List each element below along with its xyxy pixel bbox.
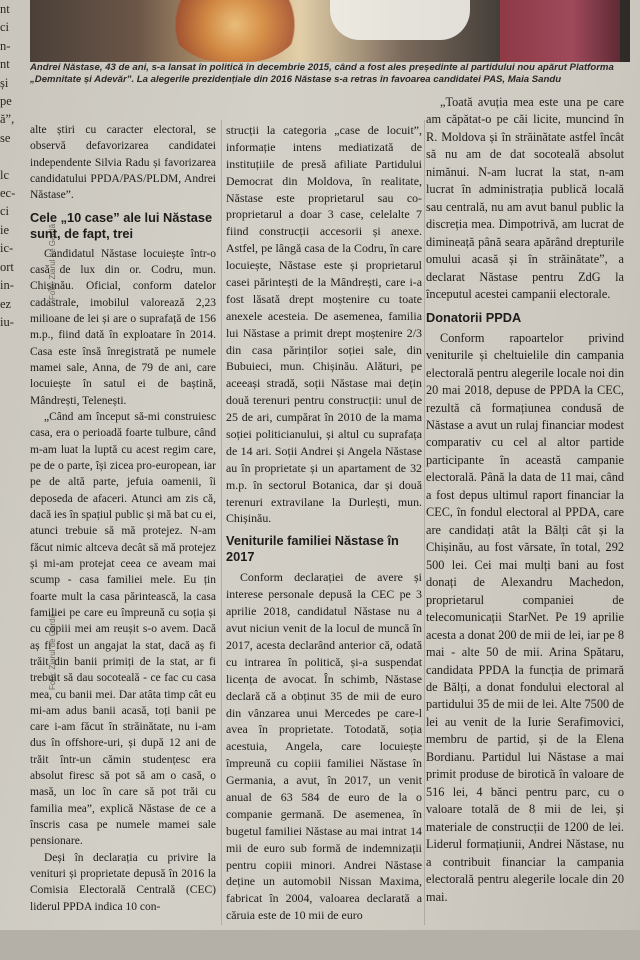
section-heading-donors: Donatorii PPDA	[426, 309, 522, 325]
article-column-2	[226, 122, 422, 924]
previous-column-fragment	[0, 0, 22, 329]
fragment-text: iu-	[0, 314, 14, 329]
fragment-text	[0, 147, 22, 165]
paragraph: Candidatul Năstase locuiește într-o casă de lux din or. Codru, mun. Chișinău. Oficial, conform datelor cadastrale, imobilul valorează 2,23 milioane de lei și are o suprafață de 156 m.p., fiind dată în exploatare în 2014. Casa este însă înregistrată pe numele mamei sale, Anna, de 79 de ani, care locuiește în satul ei de baștină, Mândrești, Telenești.	[30, 247, 216, 407]
fragment-text: pe	[0, 94, 12, 109]
photo-credit: Foto: Ziarul de Gardă	[48, 613, 57, 690]
fragment-text: nt	[0, 2, 10, 16]
column-intro: strucții la categoria „case de locuit”, informație intens mediatizată de instituțiile de presă afiliate Partidului Democrat din Moldova, în realitate, Năstase este proprietarul sau co-proprietarul a doar 3 case, celelalte 7 fiind construcții accesorii și anexe. Astfel, pe lângă casa de la Codru, în care locuiește, Năstase este și proprietarul casei părintești de la Mândrești, care i-a fost lăsată drept moștenire cu toate anexele acesteia. De asemenea, familia lui Năstase a primit drept moștenire 2/3 din casa părinților soției sale, din Bubuieci, mun. Chișinău. Alături, pe aceeași stradă, soții Năstase mai dețin două terenuri pentru construcții: unul de 25 de ari, cumpărat în 2010 de la mama soției politicianului, și altul cu suprafața de 14 ari. Soții Andrei și Angela Năstase au în proprietate și un apartament de 32 m.p. în sectorul Botanica, dar și două terenuri extravilane la Durlești, mun. Chișinău.	[226, 123, 422, 526]
column-intro: „Toată avuția mea este una pe care am căpătat-o pe căi licite, muncind în R. Moldova și în străinătate astfel încât să nu am de dat socoteală absolut nimănui. N-am lucrat la stat, n-am lucrat în administrația publică locală sau centrală, nu am avut banul public la discreția mea. Dimpotrivă, am lucrat de dimineață până seara apărând drepturile omului acasă și în străinătate”, a declarat Năstase pentru ZdG la începutul acestei campanii electorale.	[426, 95, 624, 302]
article-photo	[30, 0, 630, 62]
column-intro: alte știri cu caracter electoral, se observă defavorizarea candidatei independente Silvia Radu și favorizarea candidatului PPDA/PAS/PLDM, Andrei Năstase”.	[30, 124, 216, 202]
fragment-text: ci	[0, 204, 10, 219]
fragment-text: ec-	[0, 186, 16, 201]
photo-credit: Foto: Ziarul de Gardă	[48, 223, 57, 300]
article-column-1	[30, 122, 216, 915]
fragment-text: ic-	[0, 241, 14, 256]
fragment-text: in-	[0, 278, 14, 293]
fragment-text: ci	[0, 20, 10, 35]
paragraph: Conform rapoartelor privind veniturile și cheltuielile din campania electorală pentru alegerile locale noi din 20 mai 2018, depuse de PPDA la CEC, rezultă că formațiunea condusă de Năstase a avut un rulaj financiar modest comparativ cu cel al altor partide participante în această campanie electorală. Până la data de 11 mai, când a fost depus ultimul raport financiar la CEC, în fondul electoral al PPDA, care are candidați atât la Bălți cât și la Chișinău, au fost vărsate, în total, 292 500 lei. Cei mai mulți bani au fost donați de Alexandru Machedon, proprietarul companiei de telecomunicații StarNet. Pe 19 aprilie acesta a donat 200 de mii de lei, iar pe 8 mai - alte 50 de mii. Arina Spătaru, candidata PPDA la funcția de primară de Bălți, a donat fondului electoral al partidului 35 de mii de lei. Alte 7500 de lei au venit de la Iurie Serafimovici, membru de partid, și de la Elena Bordianu. Partidul lui Năstase a mai primit produse de birotică în valoare de 516 lei, 4 bănci pentru parc, cu o valoare totală de 8 mii de lei, și materiale de construcții de 1200 de lei. Liderul formațiunii, Andrei Năstase, nu a contribuit financiar la campania electorală pentru alegerile locale din 20 mai.	[426, 330, 624, 904]
fragment-text: se	[0, 130, 11, 145]
photo-caption: Andrei Năstase, 43 de ani, s-a lansat în politică în decembrie 2015, când a fost ales președinte al partidului nou apărut Platforma „Demnitate și Adevăr”. La alegerile prezidențiale din 2016 Năstase s-a retras în favoarea candidatei PAS, Maia Sandu	[30, 62, 614, 85]
fragment-text: și	[0, 75, 9, 90]
paragraph: Deși în declarația cu privire la venituri și proprietate depusă în 2016 la Comisia Electorală Centrală (CEC) liderul PPDA indica 10 con-	[30, 851, 216, 913]
article-column-3	[426, 94, 624, 906]
paragraph: Conform declarației de avere și interese personale depusă la CEC pe 3 aprilie 2018, candidatul Năstase nu a avut niciun venit de la locul de muncă în 2017, acesta declarând anterior că, odată cu intrarea în politică, și-a suspendat licența de avocat. În schimb, Năstase declară că a obținut 35 de mii de euro din vânzarea unui Mercedes pe care-l avea în proprietate. Totodată, soția acestuia, Angela, care locuiește împreună cu copiii familiei Năstase în Germania, a avut, în 2017, un venit anual de 63 584 de euro de la o companie germană. De asemenea, în bugetul familiei Năstase au mai intrat 14 mii de euro sub formă de indemnizații pentru copiii minori. Andrei Năstase deține un automobil Nissan Maxima, fabricat în 2004, valoarea declarată a căruia este de 10 mii de euro	[226, 570, 422, 923]
fragment-text: ie	[0, 222, 10, 237]
fragment-text: ez	[0, 296, 12, 311]
fragment-text: n-	[0, 38, 11, 53]
section-heading-income: Veniturile familiei Năstase în 2017	[226, 533, 399, 565]
fragment-text: lc	[0, 167, 10, 182]
paragraph: „Când am început să-mi construiesc casa, era o perioadă foarte tulbure, când m-am luat la luptă cu acest regim care, pe de o parte, își zicea pro-european, iar pe de altă parte, jefuia oamenii, îi deposeda de afaceri. Atunci am zis că, dacă ies în spațiul public și mă bat cu ei, atunci trebuie să mă protejez. N-am făcut nimic altceva decât să mă protejez și mi-am protejat ceea ce aveam mai scump - casa familiei mele. Eu țin foarte mult la casa părintească, la casa familiei pe care eu împreună cu soția și cu copiii mei am reușit s-o avem. Dacă aș fi fost un angajat la stat, dacă aș fi trăit din banii primiți de la stat, ar fi trebuit să dau socoteală - ce fac cu casa mea, cu banii mei. Dar atâta timp cât eu mi-am adus banii acasă, toți banii pe care i-am făcut în străinătate, nu i-am dus în offshore-uri, și după 12 ani de trăit într-un cămin studențesc era absolut firesc să pot să am o casă, o masă, un loc în care să pot trăi cu familia mea”, explică Năstase de ce a înscris casa pe numele mamei sale pensionare.	[30, 410, 216, 848]
fragment-text: ort	[0, 259, 14, 274]
section-heading-houses: Cele „10 case” ale lui Năstase sunt, de fapt, trei	[30, 209, 213, 241]
fragment-text: ă”,	[0, 112, 15, 127]
fragment-text: nt	[0, 57, 10, 72]
